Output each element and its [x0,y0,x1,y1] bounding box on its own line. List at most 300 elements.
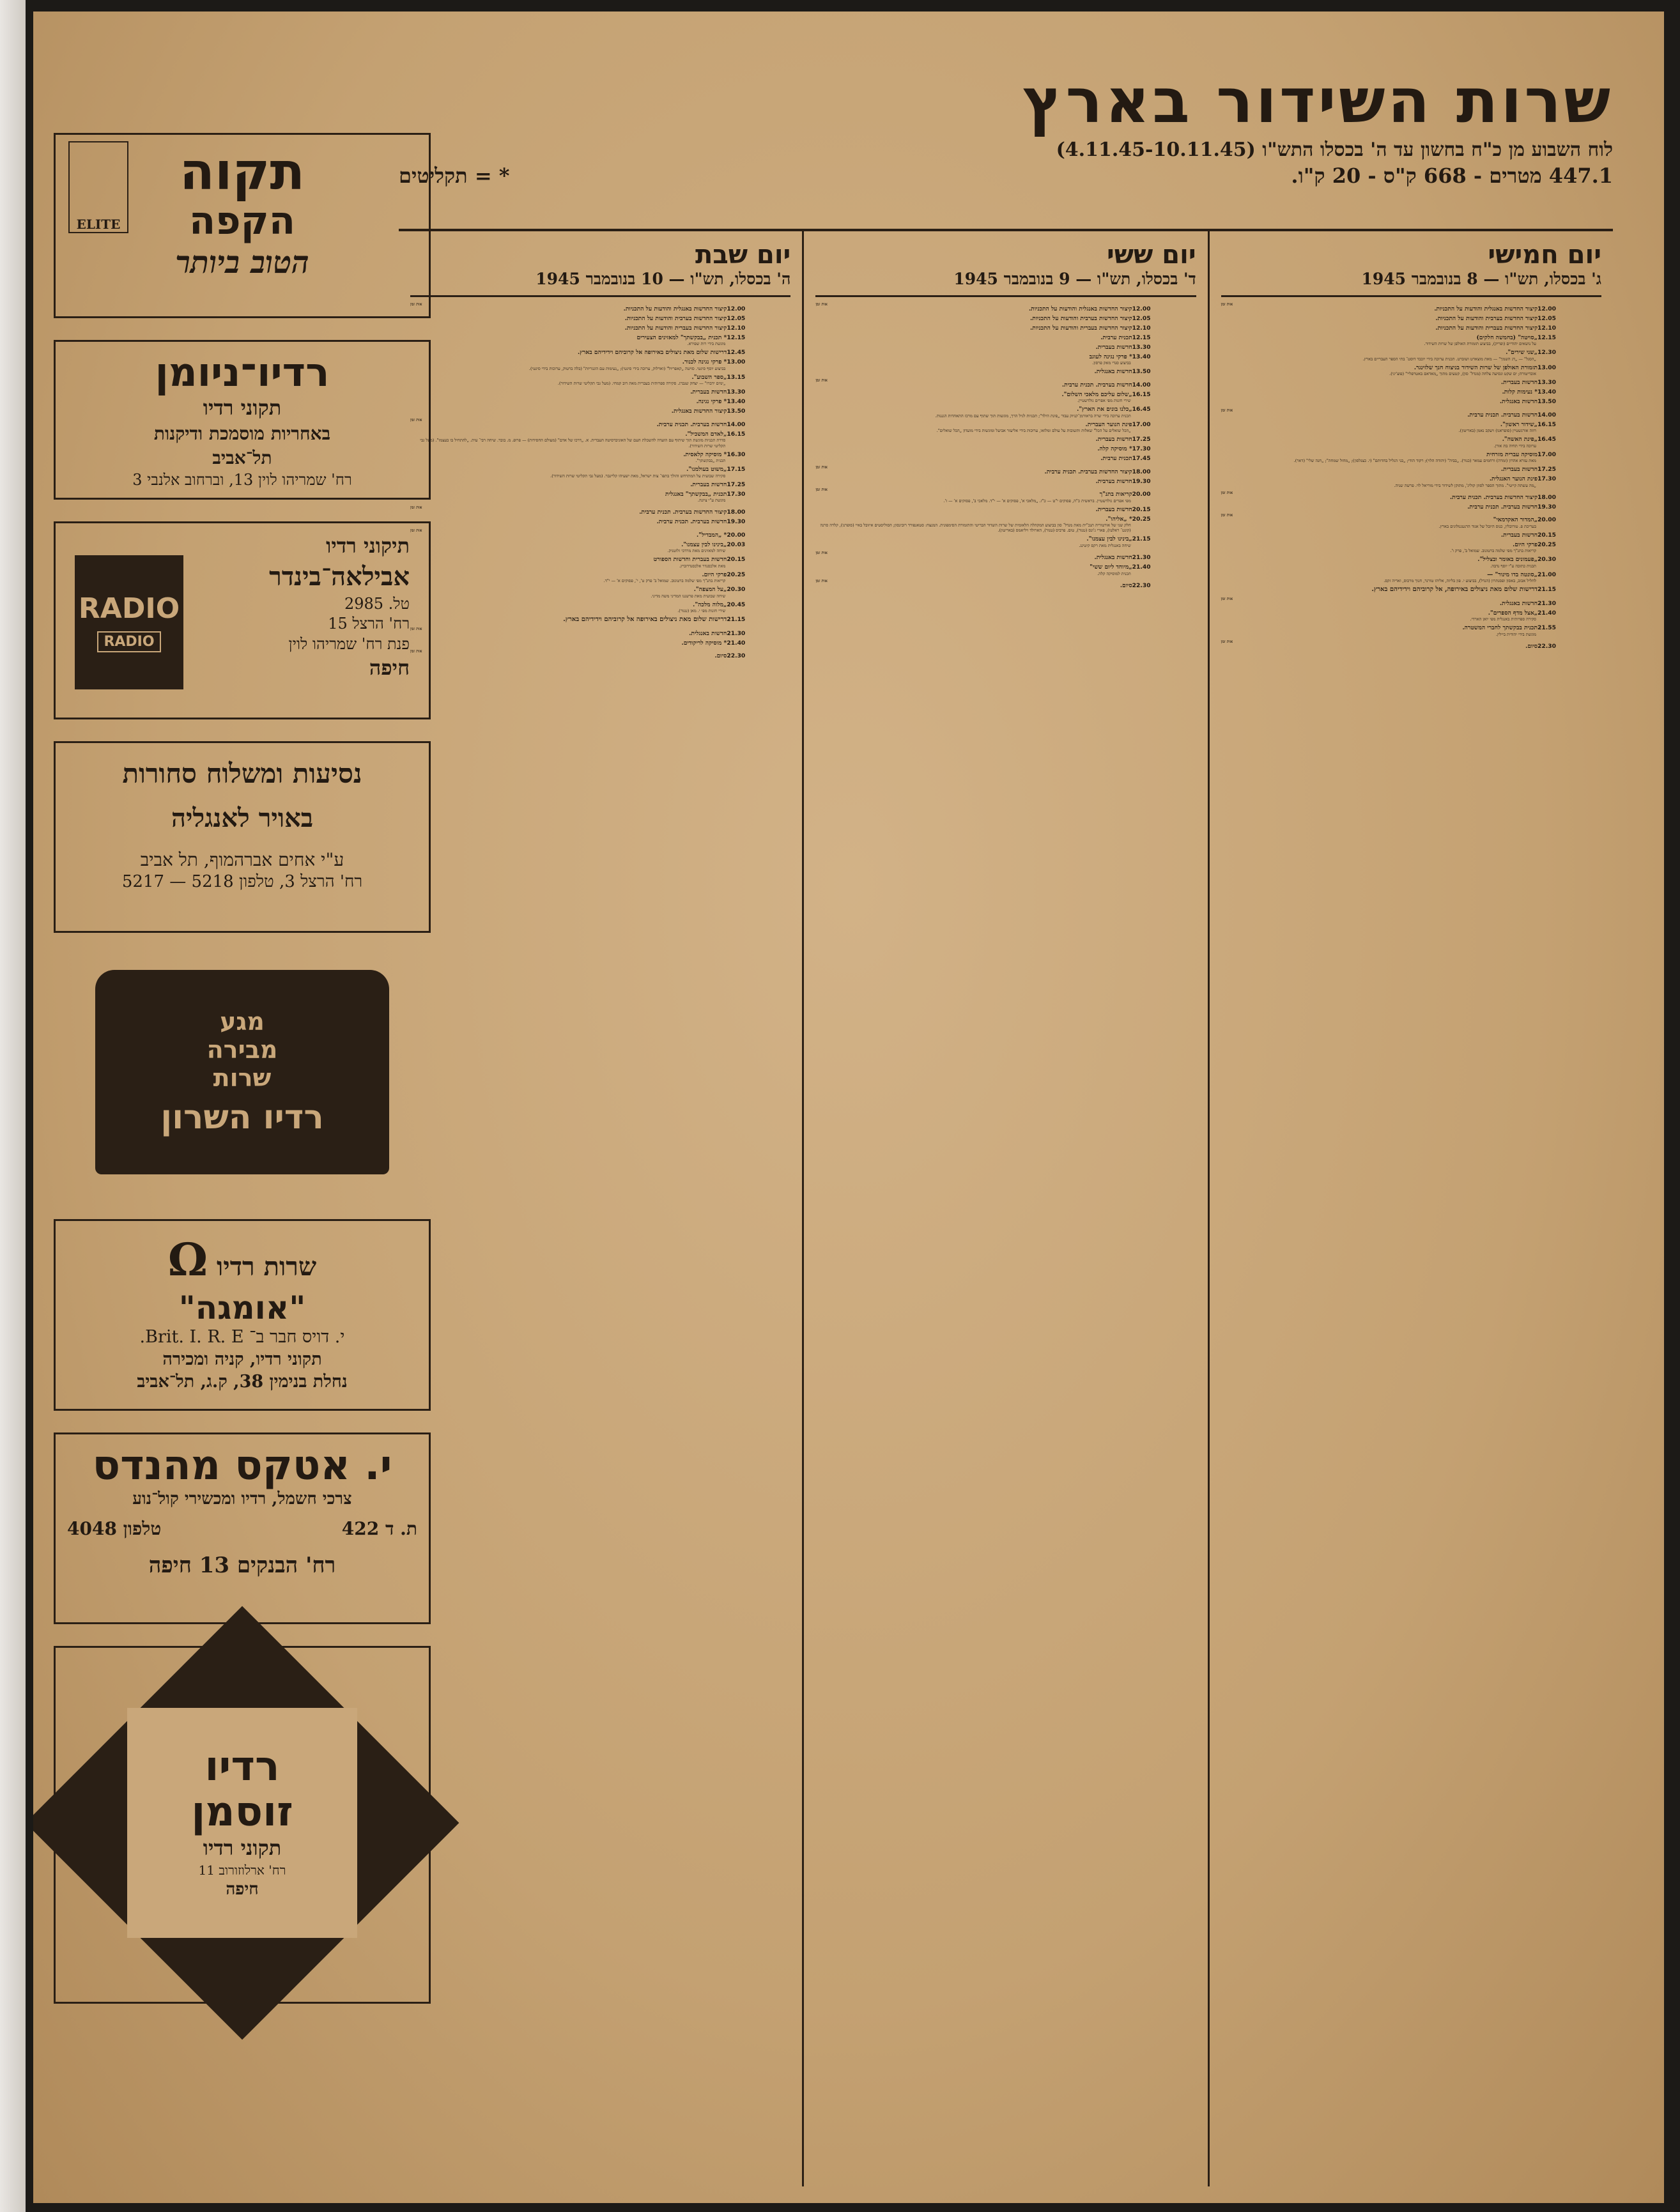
program-item [1221,541,1601,554]
ad-line: שרות רדיו [217,1252,317,1282]
omega-icon: Ω [167,1233,208,1286]
program-list [815,302,1196,590]
program-item [410,325,790,332]
ad-line: חיפה [369,655,410,680]
ad-line: באויר לאנגליה [171,803,314,833]
program-item [1221,302,1601,312]
schedule-grid [399,229,1613,2186]
program-item [815,579,1196,589]
program-item [410,374,790,387]
time-signal-label: אות זמן [410,302,422,307]
frequency-line [399,164,1613,188]
time-signal-label: אות זמן [815,302,828,307]
program-item [1221,610,1601,622]
program-item [410,398,790,405]
program-description: סקירה ספרותית באנגלית מפי יואן הארדי. [1470,617,1536,622]
time-signal-label: אות זמן [1221,490,1233,495]
program-description: בביצוע סנדי מאק פרסון. [1092,360,1131,366]
ads-sidebar [54,133,431,2025]
time-signal-label: אות זמן [410,626,422,631]
ad-line: שרות [213,1064,272,1092]
program-title: „כלנו בונים את הארץ". [1077,406,1132,413]
program-time: 13.50 [1537,398,1556,406]
program-title: „משוט בעולמנו". [686,466,727,473]
program-time: 17.45 [1132,455,1151,463]
program-item [1221,364,1601,377]
program-time: 18.00 [727,509,746,516]
program-title: חדשות בעברית. [690,388,727,396]
ad-line: צרכי חשמל, רדיו ומכשירי קול־נוע [132,1489,352,1509]
ad-radio-zusman [54,1646,431,2004]
program-title: פרקי היום. [702,571,727,578]
program-item [815,406,1196,419]
ad-line: רח' הרצל 3, טלפון 5218 — 5217 [121,872,363,892]
program-title: חדשות בערבית. תכנית ערבית. [1467,411,1537,419]
program-description: שיחה למאזינים מאת מרדכי זלוטניק. [667,548,726,554]
program-time: 21.30 [1537,599,1556,607]
program-time: 18.00 [1132,468,1151,475]
program-item [410,518,790,525]
time-signal-label: אות זמן [815,551,828,556]
day-heading: יום שבת [695,240,791,270]
program-item [815,506,1196,513]
program-time: 19.30 [727,518,746,526]
program-item [410,528,790,539]
program-item [1221,503,1601,511]
program-time: 13.30 [1132,344,1151,351]
program-description: מאת אלכסנדר אלכסנדרוביץ. [679,563,726,569]
program-title: „סונטה בדו מינור" — [1487,571,1537,578]
program-time: 16.15 [727,430,746,438]
program-item [410,505,790,516]
program-item [410,491,790,503]
program-title: דרישות שלום מאת ניצולים באירופה אל קרוביהם וידידיהם בארץ. [577,349,727,357]
ad-omega-radio [54,1219,431,1411]
program-title: „מלוה מלכה". [693,601,727,608]
radio-set-icon [95,970,389,1174]
program-item [410,571,790,584]
background-edge [0,0,26,2212]
ad-radio-newman [54,340,431,500]
ad-line: נחלת בנימין 38, ק.ג, תל־אביב [137,1371,348,1392]
program-time: 20.15 [727,556,746,564]
program-time: 13.30 [727,388,746,396]
ad-travel-shipping [54,741,431,933]
program-description: שיחה באנגלית מאת רקס קיטינג. [1079,542,1131,548]
program-description: שירי חזנות מפי י. מאן (טנור). [677,608,726,614]
program-time: 22.30 [1132,582,1151,590]
frequency-text: 447.1 מטרים - 668 ק"ס - 20 ק"ו. [1291,163,1613,188]
program-list [1221,302,1601,650]
program-item [410,408,790,415]
program-title: תזמורת האולפן של שרות השידור בניצוח חנך שלזינגר. [1414,364,1537,371]
time-signal-label: אות זמן [815,465,828,470]
program-title: קיצור החדשות באנגלית והודעות על התכניות. [1434,305,1537,312]
program-item [1221,640,1601,650]
program-item [815,445,1196,452]
day-heading: יום ששי [1106,240,1196,270]
program-title: חדשות באנגלית. [1094,368,1132,376]
program-description: „הכל שואלים על הכל" שאלות ותשובות על עולם ומלואו, ערוכות בידי אליעזר אביעל ומוגשות בידי מועדון „הכל שואלים". [936,428,1131,434]
program-time: 20.25 [1537,541,1556,548]
ad-tikva-coffee [54,133,431,318]
program-title: קיצור החדשות באנגלית. [671,408,727,415]
ad-line: מבירה [206,1036,278,1064]
program-title: „שני שירים". [1506,349,1537,357]
program-time: 17.30 [1132,445,1151,453]
program-title: „אצל מדף הספרים". [1488,609,1537,617]
program-description: מוגשת בידי יהודית ביילין. [1495,631,1536,637]
ad-line: טלפון 4048 [67,1518,162,1540]
program-item [815,344,1196,351]
ad-title: רדיו־ניומן [155,349,330,396]
program-title: חדשות באנגלית. [1499,398,1537,406]
program-item [410,388,790,396]
ad-line: אבילאה־בינדר [269,562,410,592]
program-title: תכנית ערבית. [1100,334,1132,341]
program-title: דרישות שלום מאת ניצולים באירופה, אל קרוביהם וידידיהם בארץ. [1371,586,1537,594]
day-column [1208,231,1613,2186]
program-title: „על המצפה". [693,586,727,594]
time-signal-label: אות זמן [1221,302,1233,307]
program-time: 21.15 [1132,535,1151,543]
program-time: 20.15 [1132,505,1151,513]
program-item [1221,624,1601,637]
program-item [410,481,790,488]
program-title: קיצור החדשות בעברית והודעות על התכניות. [1435,325,1537,332]
program-item [815,455,1196,462]
ad-line: תל־אביב [212,447,272,469]
program-item [815,353,1196,366]
program-title: „לאדם המשכיל". [685,430,727,438]
program-title: דרישות שלום מאת ניצולים באירופה אל קרוביהם וידידיהם בארץ. [563,616,727,624]
ad-line: רח' שמריהו לוין 13, וברחוב אלנבי 3 [132,470,352,489]
program-time: 13.50 [1132,368,1151,376]
program-item [815,564,1196,576]
program-description: ערוכה בידי תחיה בת אורן. [1493,443,1536,449]
program-time: 20.30 [727,586,746,594]
program-title: * פרקי נגינה לכנור. [682,358,727,366]
ad-line: מגע [220,1008,265,1036]
ad-radio-hasharon [54,955,431,1197]
program-title: חדשות בעברית. [690,480,727,488]
program-title: * מוסיקה קלה. [1097,445,1132,453]
day-heading: יום חמישי [1488,240,1601,270]
ad-line: י. אטקס מהנדס [92,1442,392,1489]
program-title: פינת הנוער העברית. [1085,420,1132,428]
program-item [1221,421,1601,434]
program-time: 21.55 [1537,624,1556,632]
program-time: 12.30 [1537,349,1556,357]
time-signal-label: אות זמן [1221,640,1233,645]
program-item [815,391,1196,404]
ad-line: "אומגה" [178,1289,306,1326]
logo-text: ELITE [76,217,121,232]
program-item [815,334,1196,341]
radio-logo-icon: RADIO RADIO [75,555,183,689]
ad-line: תקוני רדיו, קניה ומכירה [162,1349,322,1369]
program-description: „מה עשתה קייטי". מתוך הספר לסוזן קוליג', מתוקן לשידור בידי מוריאל לוי. פרשה שניה. [1394,482,1536,488]
program-item [410,451,790,464]
day-date: ה' בכסלו, תש"ו — 10 בנובמבר 1945 [410,270,790,297]
program-time: 20.00 [1132,491,1151,498]
ad-line: י. דויס חבר ב־ Brit. I. R. E. [139,1326,345,1347]
program-time: 13.40 [1537,388,1556,396]
program-item [815,488,1196,503]
program-description: „הסגל" — „דג השמך" — מאת מוצארט ושוברט. תכנית ערוכה בידי יוכבד דוסט־ בתי הספר העבריים בארץ. [1362,356,1536,362]
diamond-frame-icon [33,1606,459,2040]
program-time: 21.40 [1537,609,1556,617]
program-title: חדשות בעברית וחדשות הספורט [653,556,727,564]
program-description: מאת עזרא אהרון (זמרה) ורחמים עמאר (כנור). „בביה" (יהודה הלוי); רקוד הודי; „בני הגליל בחדותם" (י. כצנלסון); „מחול שמחה"; „חנה שלי" (דאר). [1293,458,1536,464]
program-title: תכנית „בבקשתך" באנגלית [665,490,727,498]
program-item [410,627,790,637]
ad-line: תקוני רדיו [203,396,282,420]
program-item [1221,532,1601,539]
program-time: 17.15 [727,466,746,473]
ad-line: ע"י אחים אברהמוף, תל אביב [140,849,344,870]
program-item [410,334,790,347]
program-item [410,601,790,614]
ad-line: באחריות מוסמכת ודיקנות [153,423,331,445]
program-item [815,325,1196,332]
ad-line: רדיו השרון [160,1098,324,1137]
program-title: חדשות בעברית. [1500,379,1537,387]
program-title: חדשות באנגלית. [689,629,727,637]
ad-line: תיקוני רדיו [326,534,410,558]
program-item [410,349,790,356]
program-time: 12.10 [727,325,746,332]
program-time: 12.15 [1132,334,1151,341]
program-time: 13.30 [1537,379,1556,387]
program-description: לחליל אבוב, באסון ופסנתרון (הנדל), בביצוע י. פון בליזה, אליהו טורנר, חנוך מרכוס, ואריה זקס. [1383,578,1536,584]
time-signal-label: אות זמן [815,579,828,584]
program-time: 12.00 [1132,305,1151,312]
program-description: תכנית ערוכה בידי שרה בראורמן־קניוק עבור „פינת הילד"; תכניות לגיל הרך, מוגשות תוך שתוף עם מרכז התאחדות הגננות. [935,413,1131,419]
program-time: 22.30 [1537,643,1556,650]
program-time: 17.30 [727,490,746,498]
program-item [1221,556,1601,569]
program-title: * נעימות קלות. [1502,388,1537,396]
ad-line: טל. 2985 [344,595,410,613]
program-description: שירי חזנות מפי אפרים גולדשטיין. [1077,398,1131,404]
day-date: ג' בכסלו, תש"ו — 8 בנובמבר 1945 [1221,270,1601,297]
program-title: חדשות בערבית. תכנית ערבית. [656,518,727,526]
elite-logo-icon [68,141,128,233]
program-time: 16.45 [1132,406,1151,413]
program-title: „ספר השבוע". [691,373,727,381]
program-title: קיצור החדשות באנגלית והודעות על התכניות. [1028,305,1132,312]
program-item [1221,388,1601,396]
program-description: קריאות בתנ"ך מפי שלמה ברטונוב. שמואל ב' פרק ט', י', פסוקים א' — י"ד. [603,578,726,584]
ad-line: הטוב ביותר [175,245,309,280]
program-time: 14.00 [1132,381,1151,388]
program-time: 20.30 [1537,556,1556,564]
program-title: קיצור החדשות בעברית והודעות על התכניות. [624,325,727,332]
program-item [410,466,790,479]
program-time: 21.15 [1537,586,1556,594]
program-time: 12.00 [1537,305,1556,312]
program-title: * מוסיקה קלאסית. [683,450,727,458]
program-title: קיצור החדשות בעברית והודעות על התכניות. [1030,325,1132,332]
ad-line: חיפה [226,1880,259,1900]
program-time: 20.25 [727,571,746,578]
program-title: „שלום עליכם מלאכי השלום". [1061,390,1132,398]
page-subtitle: לוח השבוע מן כ"ח בחשון עד ה' בכסלו התש"ו (4.11.45-10.11.45) [1056,138,1613,161]
program-time: 18.00 [1537,493,1556,501]
program-description: סדרת תכניות מוגשת תוך שיתוף עם הועדה להשכלת העם של האוניברסיטה העברית. א. „דרכו של אדם" (מעולם החסידות) — פרופ. מ. בובר. שיחה רבי־ עית. „להתחיל בו בעצמו". (מעל גבי תקליטי שרות השידור). [420,438,726,449]
program-item [410,418,790,428]
time-signal-label: אות זמן [815,378,828,383]
program-time: 17.00 [1537,450,1556,458]
program-title: תכנית ערבית. [1100,455,1132,463]
program-title: חדשות בערבית. תכנית ערבית. [656,420,727,428]
program-title: קריאות בתנ"ך [1099,491,1132,498]
program-item [1221,436,1601,449]
program-time: 16.15 [1132,390,1151,398]
program-description: שיחה שבועית מאת פרשננו המדיני משה מדיני. [651,593,726,599]
program-item [410,640,790,647]
program-time: 12.45 [727,349,746,357]
program-title: חדשות בעברית. [1095,344,1132,351]
program-time: 17.30 [1537,475,1556,483]
program-time: 20.00 [727,531,746,539]
program-time: 13.50 [727,408,746,415]
program-title: סיום. [714,652,727,660]
program-description: סקירה שבועית על המתרחש והולך בתפו־ צות ישראל, מאת ישעיהו קליינבר. (מעל גבי תקליטי שרות השידור). [550,473,726,479]
ad-line: תקוני רדיו [203,1836,282,1861]
program-list [410,302,790,660]
program-item [410,302,790,312]
program-time: 20.15 [1537,531,1556,539]
program-title: חדשות בעברית. [1095,505,1132,513]
program-title: סיום. [1525,643,1537,650]
program-item [1221,466,1601,473]
program-title: חדשות בעברית. [1095,436,1132,443]
page-title: שרות השידור בארץ [1022,65,1613,137]
program-title: קיצור החדשות באנגלית והודעות על התכניות. [623,305,727,312]
program-time: 21.15 [727,616,746,624]
program-time: 20.25 [1132,515,1151,523]
program-item [815,551,1196,561]
time-signal-label: אות זמן [410,417,422,422]
program-time: 22.30 [727,652,746,660]
program-title: „פעמונים באומר ובצליל". [1477,556,1537,564]
page-header [399,65,1613,188]
ad-line: רדיו [204,1743,280,1791]
program-time: 14.00 [727,420,746,428]
ad-abilea-binder [54,521,431,719]
program-description: תכנית למוסיקה קלה. [1097,571,1131,576]
day-date: ד' בכסלו, תש"ו — 9 בנובמבר 1945 [815,270,1196,297]
program-title: חדשות בערבית. תכנית ערבית. [1061,381,1132,388]
program-item [1221,475,1601,488]
program-title: * „המבדיל". [696,531,727,539]
program-time: 13.15 [727,373,746,381]
program-item [1221,491,1601,501]
program-item [815,421,1196,434]
time-signal-label: אות זמן [410,649,422,654]
program-item [410,586,790,599]
program-item [410,556,790,569]
program-title: חדשות בערבית. [1095,477,1132,485]
program-description: מפי אפרים גולדשטיין. בראשית כ"ה, פסוקים י"ט — כ"ז. „מלאכי א', פסוקים א' — י"ד. מלאכי ב', פסוקים א' — ז'. [943,498,1131,503]
program-time: 12.05 [727,315,746,322]
program-item [815,378,1196,388]
program-time: 13.00 [727,358,746,366]
program-title: חדשות באנגלית. [1499,599,1537,607]
program-title: * פרקי נגינה. [696,398,727,406]
ad-line: רח' הבנקים 13 חיפה [148,1553,336,1579]
program-time: 17.25 [1132,436,1151,443]
program-title: „בינינו לבין עצמנו". [681,541,727,548]
program-time: 13.40 [727,398,746,406]
program-title: „המדור האקדמאי" [1493,516,1537,524]
program-time: 19.30 [1132,477,1151,485]
program-description: מוגשת בידי רות שפירא. [687,341,726,347]
time-signal-label: אות זמן [1221,513,1233,518]
program-time: 16.15 [1537,420,1556,428]
program-title: * „אליהו". [1106,515,1132,523]
program-item [1221,408,1601,419]
program-item [410,358,790,371]
newspaper-page [33,12,1664,2203]
program-title: * תכנית „בבקשתך" למאזינים הצעירים [636,334,727,341]
program-time: 19.30 [1537,503,1556,511]
program-description: בעריכת פ. טורובלין, כנוס היובל של אגוד הרנטגנולוגים בארץ. [1438,523,1536,529]
program-item [815,436,1196,443]
program-item [1221,315,1601,322]
ad-line: רח' ארלוזורוב 11 [198,1863,286,1878]
program-time: 12.10 [1132,325,1151,332]
program-time: 13.40 [1132,353,1151,360]
ad-line: רח' הרצל 15 [328,615,410,633]
program-description: תכנית כתובה ע"י יוסף נדבה. [1490,563,1536,569]
program-time: 16.30 [727,450,746,458]
program-item [1221,379,1601,386]
program-title: קיצור החדשות בערבית. תכנית ערבית. [1449,493,1537,501]
program-title: „שידור ראשון". [1500,420,1537,428]
ad-line: ת. ד 422 [341,1518,417,1540]
program-time: 21.00 [1537,571,1556,578]
program-item [815,535,1196,548]
program-item [410,541,790,554]
program-time: 12.05 [1537,315,1556,322]
program-item [410,431,790,449]
logo-text: RADIO [97,631,160,652]
program-time: 17.00 [1132,420,1151,428]
program-time: 12.15 [727,334,746,341]
program-item [1221,325,1601,332]
ad-line: נסיעות ומשלוח סחורות [122,758,362,789]
program-description: „ימים ידברו" — יצחק שנברג. סקירה ספרותית בעברית מאת דוב קמחי. (מעל גבי תקליטי שרות השידור). [557,381,726,387]
program-item [1221,513,1601,529]
program-description: קריאות בתנ"ך מפי שלמה ברטונוב. שמואל ב', פרק ו'. [1450,548,1536,554]
program-time: 14.00 [1537,411,1556,419]
program-title: קיצור החדשות בערבית והודעות על התכניות. [1030,315,1132,322]
program-title: קיצור החדשות בערבית והודעות על התכניות. [624,315,727,322]
program-description: רוזה אורנשטיין (סופראנו) ויעקב נאמן (באריטון). [1458,428,1536,434]
program-item [1221,451,1601,464]
program-description: אובריטורה; ים שקט ונסיעה צלחה (מנדל־ סון), קטעים מתוך „מאדאם באטרפליי" (פוצ'יני). [1389,371,1536,377]
program-time: 12.00 [727,305,746,312]
records-legend: * = תקליטים [399,163,510,188]
program-title: * פרקי נגינה לעוגב [1089,353,1132,360]
ad-line: תקוה [180,142,305,201]
program-title: סיום. [1120,582,1132,590]
program-title: חדשות בעברית. [1500,531,1537,539]
program-title: * מוסיקה לריקודים. [681,639,727,647]
